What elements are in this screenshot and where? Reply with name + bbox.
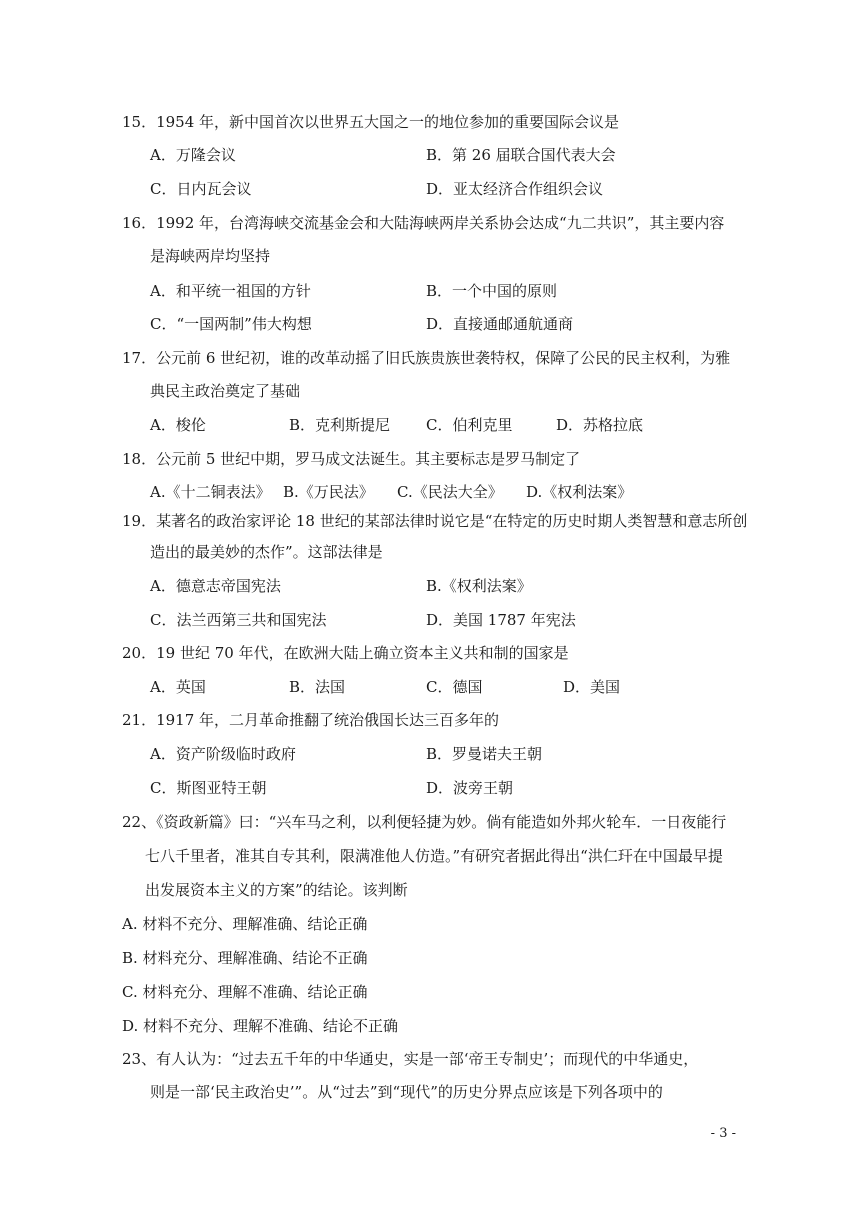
question-23-stem-line1: 23、有人认为：“过去五千年的中华通史，实是一部‘帝王专制史’；而现代的中华通史， [122,1050,699,1068]
q21-option-c: C．斯图亚特王朝 [150,779,267,797]
question-20-stem: 20．19 世纪 70 年代，在欧洲大陆上确立资本主义共和制的国家是 [122,644,569,662]
q18-option-d: D.《权利法案》 [526,483,633,501]
q18-option-a: A.《十二铜表法》 [150,483,271,501]
q18-option-b: B.《万民法》 [283,483,374,501]
question-19-stem-line2: 造出的最美妙的杰作”。这部法律是 [150,543,383,561]
q19-option-d: D．美国 1787 年宪法 [426,611,576,629]
q22-option-d: D. 材料不充分、理解不准确、结论不正确 [122,1017,399,1035]
q19-option-b: B.《权利法案》 [426,577,532,595]
q16-option-d: D．直接通邮通航通商 [426,315,574,333]
q19-option-c: C．法兰西第三共和国宪法 [150,611,327,629]
q17-option-c: C．伯利克里 [426,416,513,434]
q15-option-d: D．亚太经济合作组织会议 [426,180,604,198]
question-23-stem-line2: 则是一部‘民主政治史’”。从“过去”到“现代”的历史分界点应该是下列各项中的 [150,1083,663,1101]
question-17-stem-line1: 17．公元前 6 世纪初，谁的改革动摇了旧氏族贵族世袭特权，保障了公民的民主权利，为雅 [122,349,731,367]
question-22-stem-line2: 七八千里者，准其自专其利，限满准他人仿造。”有研究者据此得出“洪仁玕在中国最早提 [145,847,723,865]
question-22-stem-line3: 出发展资本主义的方案”的结论。该判断 [145,881,408,899]
q21-option-a: A．资产阶级临时政府 [150,745,296,763]
q15-option-c: C．日内瓦会议 [150,180,252,198]
q16-option-b: B．一个中国的原则 [426,282,558,300]
question-21-stem: 21．1917 年，二月革命推翻了统治俄国长达三百多年的 [122,711,500,729]
q21-option-b: B．罗曼诺夫王朝 [426,745,543,763]
question-19-stem-line1: 19．某著名的政治家评论 18 世纪的某部法律时说它是“在特定的历史时期人类智慧和意志所创 [122,512,748,530]
q20-option-b: B．法国 [289,678,346,696]
q16-option-c: C．“一国两制”伟大构想 [150,315,312,333]
q15-option-b: B．第 26 届联合国代表大会 [426,146,616,164]
question-16-stem-line2: 是海峡两岸均坚持 [150,247,271,265]
page-number: - 3 - [710,1126,736,1141]
q15-option-a: A．万隆会议 [150,146,236,164]
question-18-stem: 18．公元前 5 世纪中期，罗马成文法诞生。其主要标志是罗马制定了 [122,450,581,468]
q20-option-c: C．德国 [426,678,483,696]
question-15-stem: 15．1954 年，新中国首次以世界五大国之一的地位参加的重要国际会议是 [122,113,620,131]
q18-option-c: C.《民法大全》 [397,483,503,501]
q22-option-b: B. 材料充分、理解准确、结论不正确 [122,949,368,967]
question-22-stem-line1: 22、《资政新篇》曰：“兴车马之利，以利便轻捷为妙。倘有能造如外邦火轮车．一日夜能行 [122,813,727,831]
q16-option-a: A．和平统一祖国的方针 [150,282,311,300]
q22-option-a: A. 材料不充分、理解准确、结论正确 [122,915,368,933]
q20-option-a: A．英国 [150,678,206,696]
q20-option-d: D．美国 [563,678,621,696]
question-17-stem-line2: 典民主政治奠定了基础 [150,382,301,400]
q17-option-a: A．梭伦 [150,416,206,434]
q21-option-d: D．波旁王朝 [426,779,514,797]
q19-option-a: A．德意志帝国宪法 [150,577,281,595]
q22-option-c: C. 材料充分、理解不准确、结论正确 [122,983,368,1001]
q17-option-b: B．克利斯提尼 [289,416,391,434]
question-16-stem-line1: 16．1992 年，台湾海峡交流基金会和大陆海峡两岸关系协会达成“九二共识”，其主要内容 [122,214,725,232]
q17-option-d: D．苏格拉底 [556,416,644,434]
